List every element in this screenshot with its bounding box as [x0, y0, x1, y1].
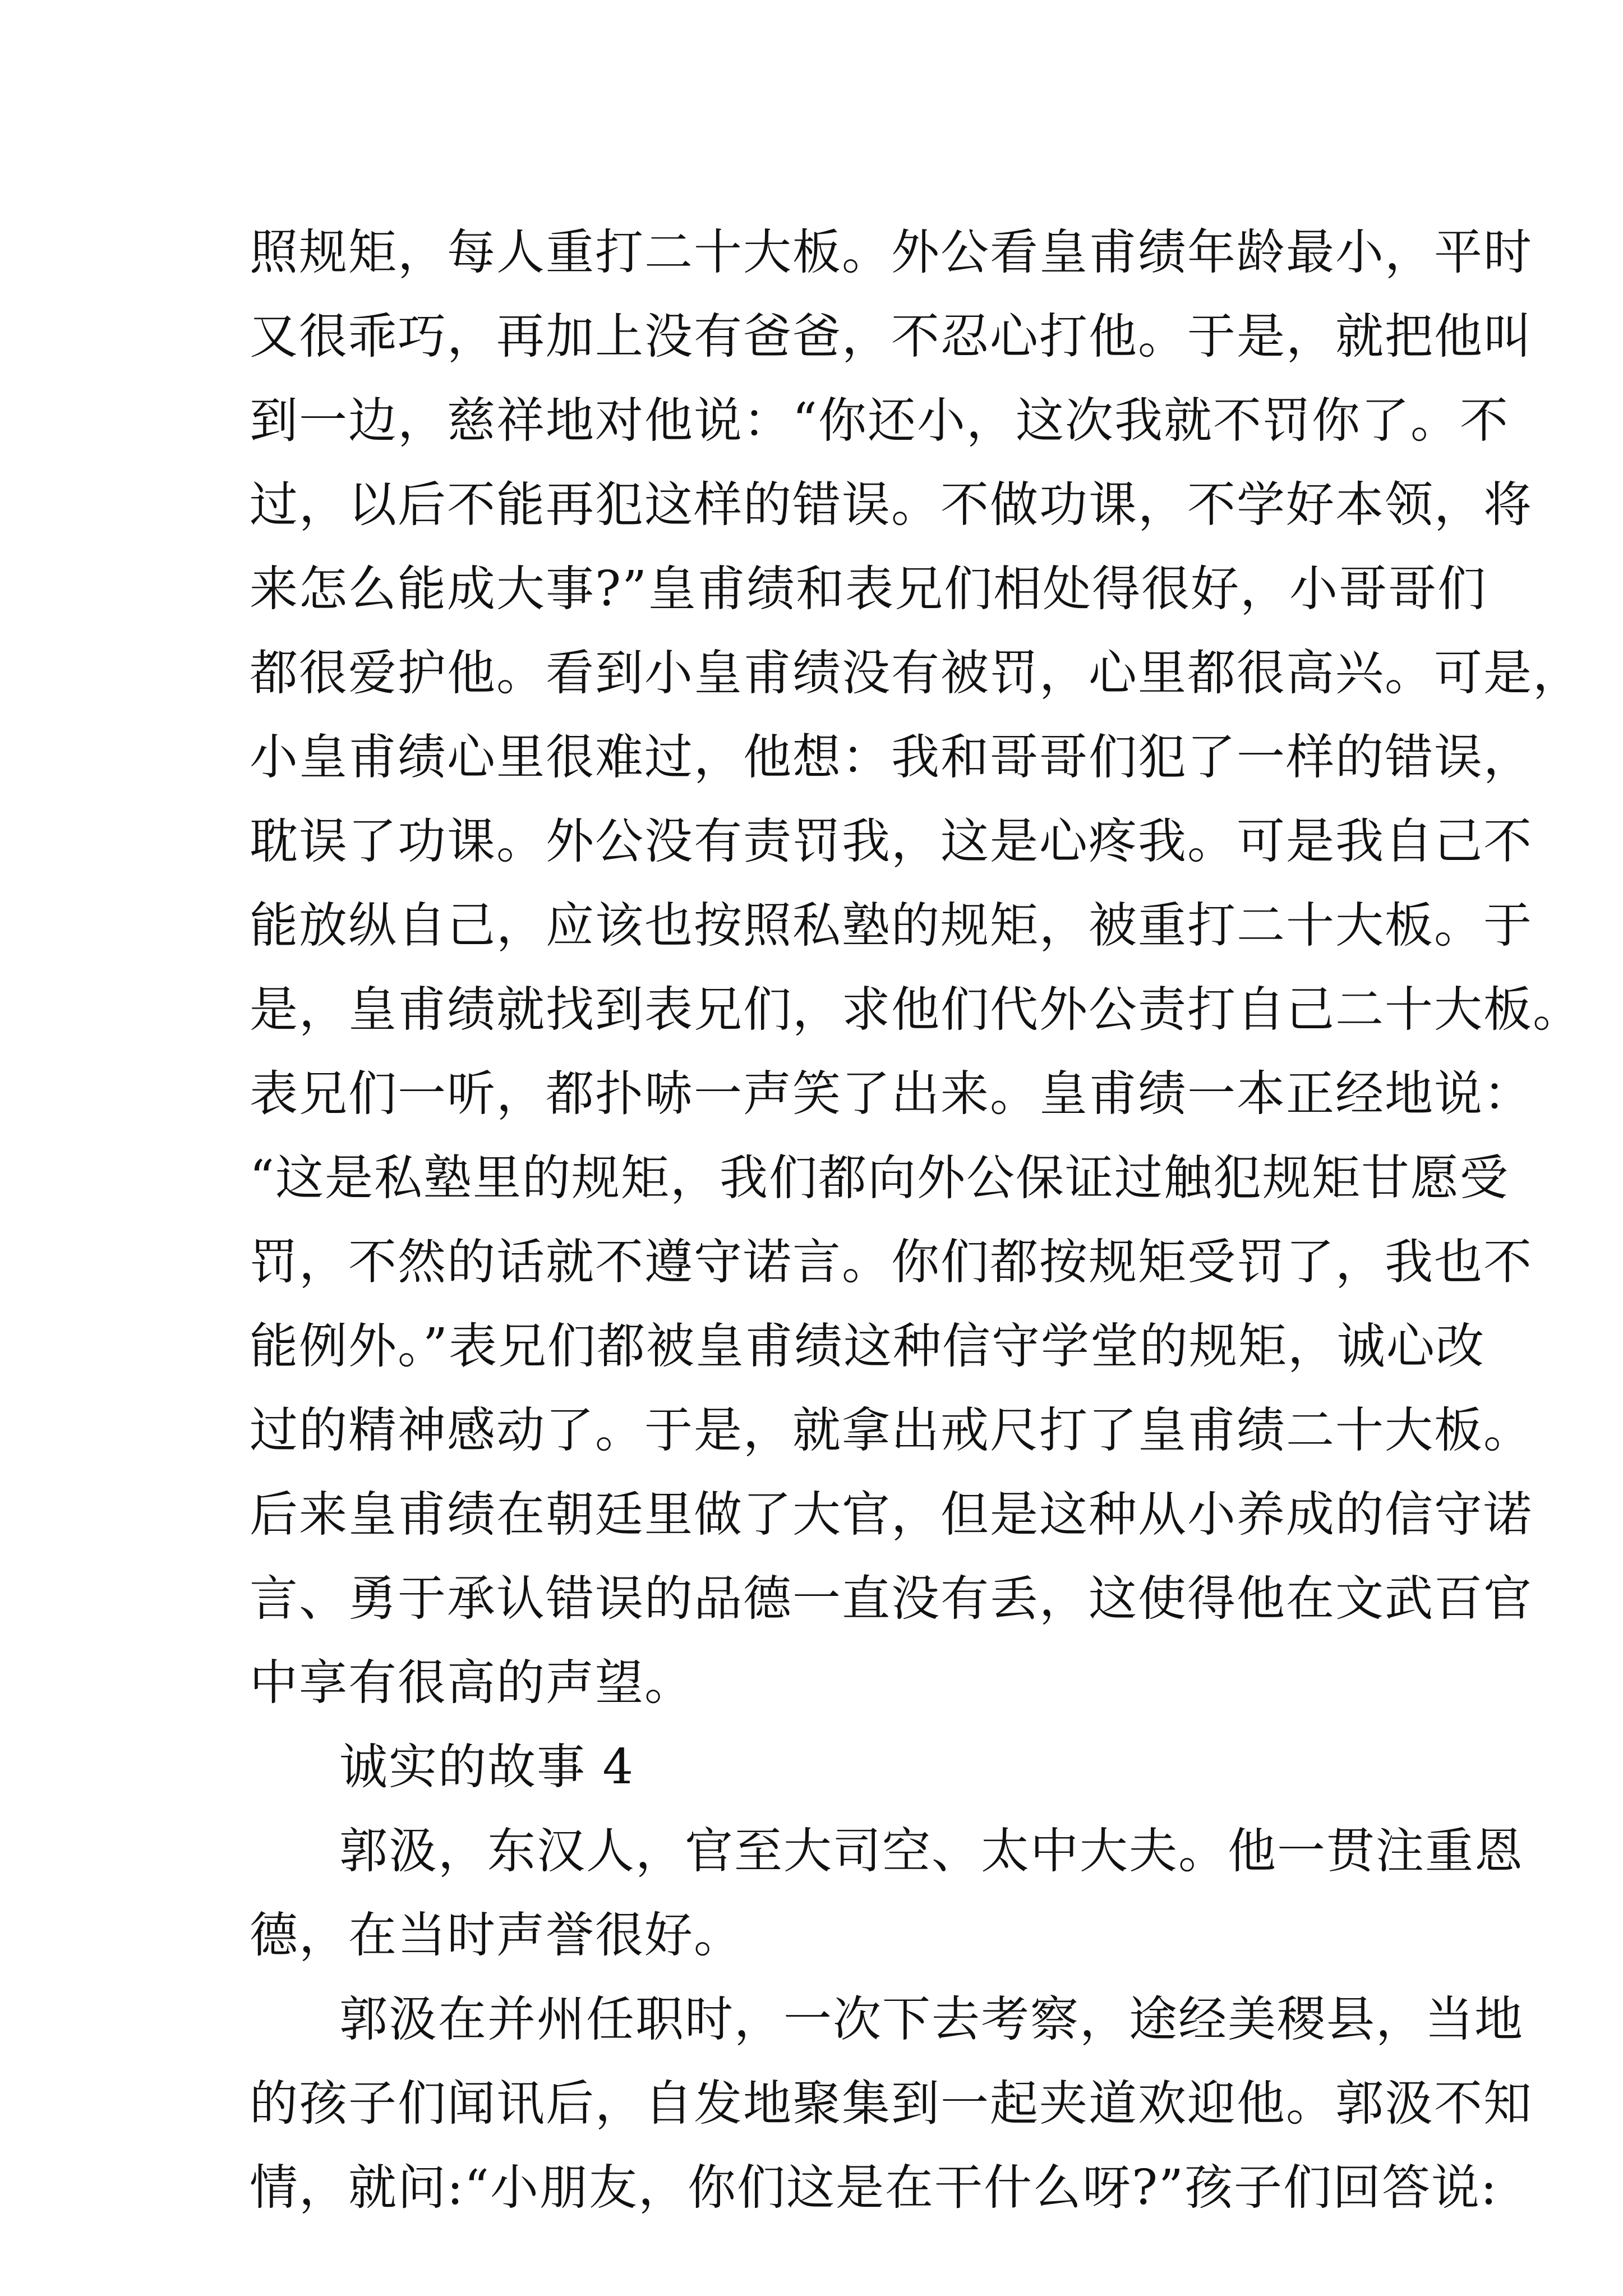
text-line: 罚，不然的话就不遵守诺言。你们都按规矩受罚了，我也不: [250, 1234, 1533, 1290]
text-line: 郭汲在并州任职时，一次下去考察，途经美稷县，当地: [339, 1991, 1524, 2047]
text-line: 耽误了功课。外公没有责罚我，这是心疼我。可是我自己不: [250, 813, 1533, 869]
text-line: 照规矩，每人重打二十大板。外公看皇甫绩年龄最小，平时: [250, 224, 1533, 280]
text-line: 小皇甫绩心里很难过，他想：我和哥哥们犯了一样的错误，: [250, 729, 1533, 785]
text-line: 郭汲，东汉人，官至大司空、太中大夫。他一贯注重恩: [339, 1823, 1524, 1879]
text-line: 过，以后不能再犯这样的错误。不做功课，不学好本领，将: [250, 477, 1533, 533]
text-line: 能放纵自己，应该也按照私塾的规矩，被重打二十大板。于: [250, 898, 1533, 954]
text-line: 言、勇于承认错误的品德一直没有丢，这使得他在文武百官: [250, 1571, 1533, 1627]
text-line: 的孩子们闻讯后，自发地聚集到一起夹道欢迎他。郭汲不知: [250, 2076, 1533, 2132]
body-text: [250, 210, 1582, 2230]
text-line: 来怎么能成大事?”皇甫绩和表兄们相处得很好，小哥哥们: [250, 561, 1487, 617]
text-line: 到一边，慈祥地对他说：“你还小，这次我就不罚你了。不: [250, 393, 1509, 449]
text-line: 中享有很高的声望。: [250, 1655, 694, 1711]
text-line: 情，就问:“小朋友，你们这是在干什么呀?”孩子们回答说:: [250, 2160, 1498, 2216]
text-line: 又很乖巧，再加上没有爸爸，不忍心打他。于是，就把他叫: [250, 309, 1533, 365]
text-line: 都很爱护他。看到小皇甫绩没有被罚，心里都很高兴。可是，: [250, 645, 1582, 701]
text-line: 过的精神感动了。于是，就拿出戒尺打了皇甫绩二十大板。: [250, 1402, 1533, 1458]
text-line: 表兄们一听，都扑哧一声笑了出来。皇甫绩一本正经地说：: [250, 1066, 1533, 1122]
text-line: 德，在当时声誉很好。: [250, 1907, 743, 1963]
text-line: 后来皇甫绩在朝廷里做了大官，但是这种从小养成的信守诺: [250, 1487, 1533, 1543]
text-line: “这是私塾里的规矩，我们都向外公保证过触犯规矩甘愿受: [250, 1150, 1509, 1206]
text-line: 能例外。”表兄们都被皇甫绩这种信守学堂的规矩，诚心改: [250, 1318, 1485, 1374]
text-line: 是，皇甫绩就找到表兄们，求他们代外公责打自己二十大板。: [250, 982, 1582, 1038]
section-heading: 诚实的故事 4: [339, 1739, 635, 1795]
